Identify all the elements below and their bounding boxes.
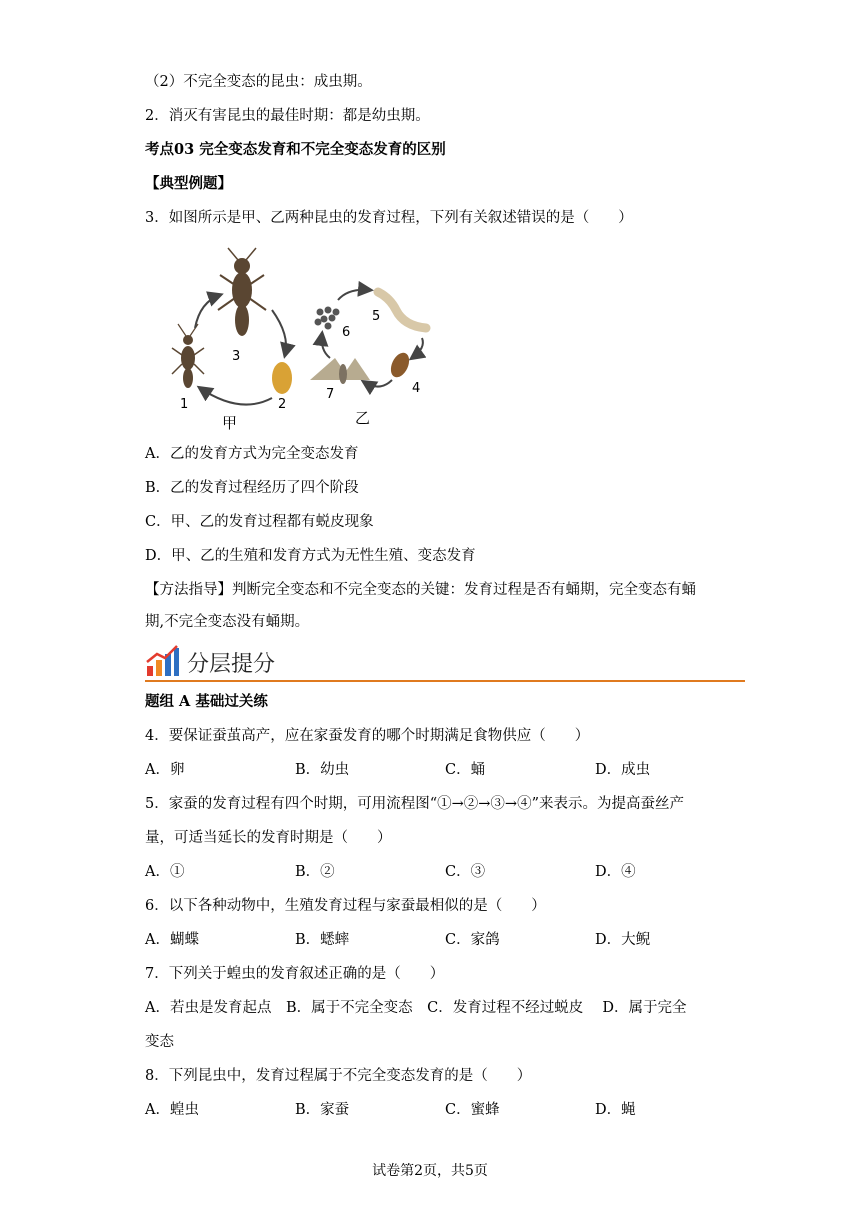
figure-label-7: 7	[326, 387, 335, 402]
group-a-title: 题组 A 基础过关练	[145, 693, 268, 710]
question-5-line-1: 5．家蚕的发育过程有四个时期，可用流程图“①→②→③→④”来表示。为提高蚕丝产	[145, 796, 684, 812]
q4-option-d: D．成虫	[595, 762, 651, 778]
pupa-4	[387, 350, 412, 380]
section-banner	[145, 640, 745, 682]
arrow-jia-3	[200, 388, 272, 405]
egg-2	[272, 362, 292, 394]
chart-icon	[145, 644, 181, 678]
question-7: 7．下列关于蝗虫的发育叙述正确的是（ ）	[145, 966, 445, 982]
question-4: 4．要保证蚕茧高产，应在家蚕发育的哪个时期满足食物供应（ ）	[145, 728, 590, 744]
q5-option-a: A．①	[145, 864, 185, 880]
q6-option-d: D．大鲵	[595, 932, 651, 948]
q3-option-d: D．甲、乙的生殖和发育方式为无性生殖、变态发育	[145, 548, 476, 564]
figure-label-2: 2	[278, 397, 287, 412]
method-guide-line-1: 【方法指导】判断完全变态和不完全变态的关键：发育过程是否有蛹期，完全变态有蛹	[145, 582, 696, 598]
arrow-jia-2	[272, 310, 286, 355]
nymph-insect-1	[172, 324, 204, 388]
q3-option-b: B．乙的发育过程经历了四个阶段	[145, 480, 359, 496]
larva-5	[378, 292, 426, 328]
section-title: 考点03 完全变态发育和不完全变态发育的区别	[145, 141, 446, 158]
text-line-1: （2）不完全变态的昆虫：成虫期。	[145, 74, 372, 90]
cycle-jia	[172, 248, 292, 432]
method-guide-line-2: 期,不完全变态没有蛹期。	[145, 614, 310, 630]
figure-label-6: 6	[342, 325, 351, 340]
q6-option-c: C．家鸽	[445, 932, 500, 948]
arrow-yi-1	[338, 290, 370, 300]
q8-option-d: D．蝇	[595, 1102, 636, 1118]
figure-label-5: 5	[372, 309, 381, 324]
q3-option-a: A．乙的发育方式为完全变态发育	[145, 446, 359, 462]
figure-caption-yi: 乙	[355, 409, 371, 427]
q8-option-b: B．家蚕	[295, 1102, 350, 1118]
page-footer: 试卷第2页，共5页	[372, 1163, 488, 1179]
figure-label-1: 1	[180, 397, 189, 412]
example-label: 【典型例题】	[145, 175, 232, 192]
q3-option-c: C．甲、乙的发育过程都有蜕皮现象	[145, 514, 374, 530]
figure-caption-jia: 甲	[222, 414, 238, 432]
figure-label-4: 4	[412, 381, 421, 396]
text-line-2: 2．消灭有害昆虫的最佳时期：都是幼虫期。	[145, 108, 430, 124]
q4-option-c: C．蛹	[445, 762, 486, 778]
question-6: 6．以下各种动物中，生殖发育过程与家蚕最相似的是（ ）	[145, 898, 546, 914]
eggs-6	[315, 307, 340, 330]
cycle-yi	[310, 290, 426, 427]
q6-option-b: B．蟋蟀	[295, 932, 350, 948]
banner-title: 分层提分	[187, 652, 276, 677]
arrow-yi-4	[322, 334, 330, 358]
q5-option-b: B．②	[295, 864, 335, 880]
arrow-yi-2	[412, 338, 423, 358]
adult-insect-3	[218, 248, 266, 336]
arrow-jia-1	[195, 295, 220, 328]
q4-option-b: B．幼虫	[295, 762, 350, 778]
q5-option-c: C．③	[445, 864, 486, 880]
q5-option-d: D．④	[595, 864, 636, 880]
q6-option-a: A．蝴蝶	[145, 932, 199, 948]
question-8: 8．下列昆虫中，发育过程属于不完全变态发育的是（ ）	[145, 1068, 532, 1084]
q7-options-continued: 变态	[145, 1034, 174, 1050]
q4-option-a: A．卵	[145, 762, 185, 778]
q7-options: A．若虫是发育起点 B．属于不完全变态 C．发育过程不经过蜕皮 D．属于完全	[145, 1000, 687, 1016]
q8-option-c: C．蜜蜂	[445, 1102, 500, 1118]
banner-underline	[145, 680, 745, 682]
arrow-yi-3	[364, 380, 392, 387]
question-5-line-2: 量，可适当延长的发育时期是（ ）	[145, 830, 392, 846]
figure-label-3: 3	[232, 349, 241, 364]
insect-development-figure	[160, 240, 440, 435]
q8-option-a: A．蝗虫	[145, 1102, 199, 1118]
moth-7	[310, 358, 370, 384]
question-3: 3．如图所示是甲、乙两种昆虫的发育过程，下列有关叙述错误的是（ ）	[145, 210, 633, 226]
